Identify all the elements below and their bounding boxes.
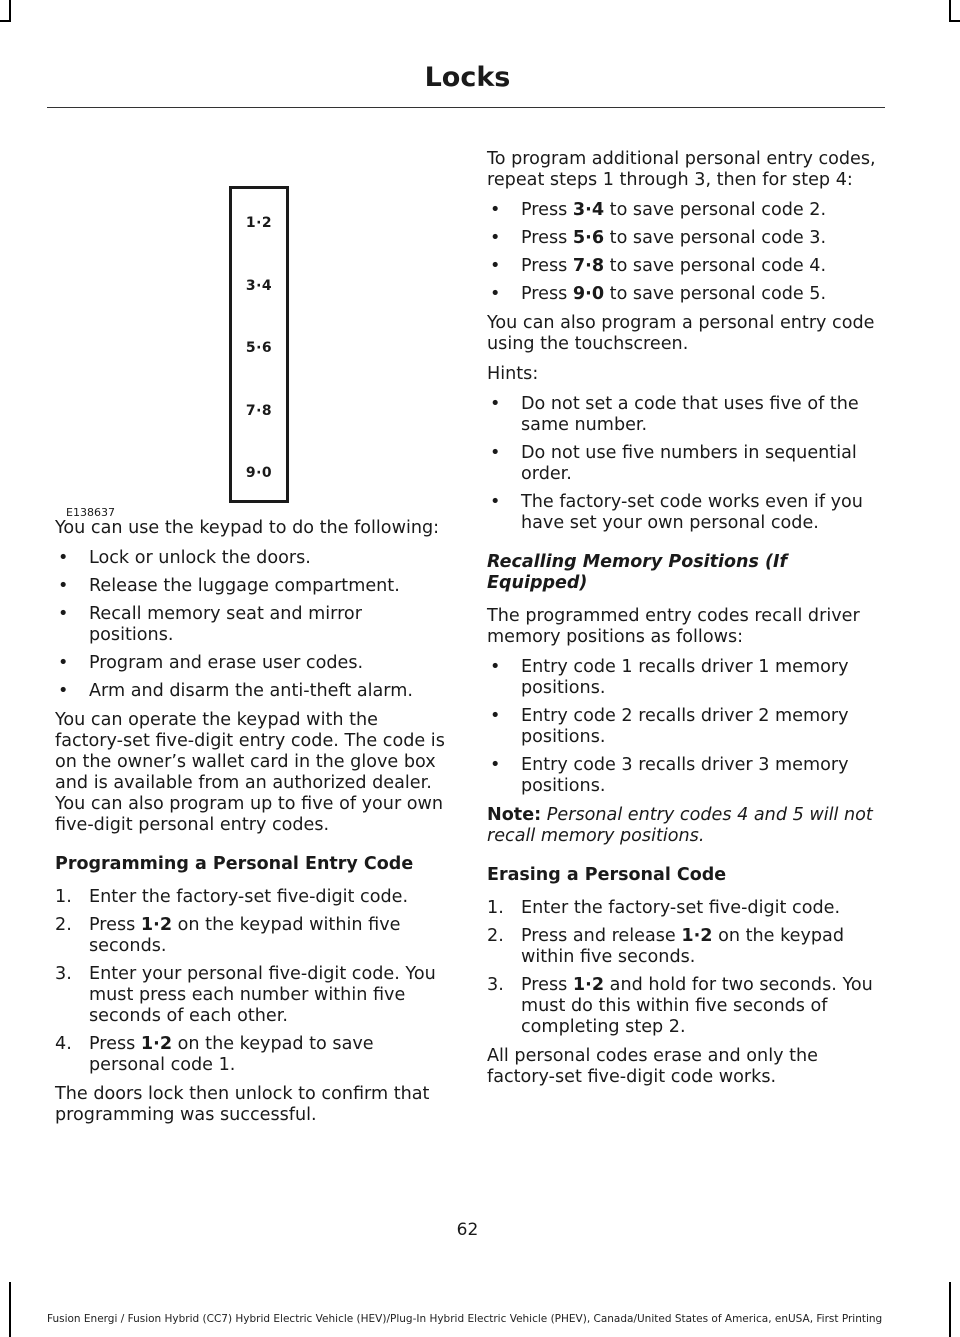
erase-steps	[487, 898, 882, 1038]
list-item: • Press 5·6 to save personal code 3.	[490, 228, 827, 248]
left-column	[55, 140, 450, 1135]
list-item: • Recall memory seat and mirror positions.	[58, 604, 362, 645]
paragraph: You can use the keypad to do the following:	[55, 518, 440, 538]
right-column	[487, 149, 882, 1097]
figure-id: E138637	[66, 506, 115, 519]
programming-steps	[55, 887, 450, 1076]
list-item: 2. Press and release 1·2 on the keypad within five seconds.	[487, 926, 844, 967]
list-item: • The factory-set code works even if you have set your own personal code.	[490, 492, 863, 533]
crop-mark-top-left	[9, 0, 11, 20]
list-item: 3. Enter your personal five-digit code. You must press each number within five seconds of each other.	[55, 964, 436, 1026]
section-heading: Recalling Memory Positions (If Equipped)	[487, 552, 788, 593]
keypad-key-label: 5·6	[245, 340, 273, 356]
keypad-illustration	[229, 186, 289, 503]
paragraph: To program additional personal entry codes, repeat steps 1 through 3, then for step 4:	[487, 149, 876, 190]
keypad-key-label: 1·2	[245, 215, 273, 231]
hints-list	[487, 394, 882, 534]
crop-mark-top-left	[0, 20, 11, 22]
keypad-key-label: 7·8	[245, 403, 273, 419]
additional-codes-list	[487, 200, 882, 305]
list-item: 3. Press 1·2 and hold for two seconds. You must do this within five seconds of completing step 2.	[487, 975, 873, 1037]
list-item: • Press 3·4 to save personal code 2.	[490, 200, 827, 220]
list-item: • Entry code 1 recalls driver 1 memory positions.	[490, 657, 849, 698]
list-item: • Press 7·8 to save personal code 4.	[490, 256, 827, 276]
keypad-figure	[55, 140, 450, 518]
section-heading: Programming a Personal Entry Code	[55, 854, 414, 874]
list-item: 1. Enter the factory-set five-digit code.	[55, 887, 409, 907]
paragraph: You can operate the keypad with the factory-set five-digit entry code. The code is on the owner’s wallet card in the glove box and is available from an authorized dealer. You can also program up to five of your own five-digit personal entry codes.	[55, 710, 445, 835]
header-rule	[47, 107, 885, 108]
crop-mark-bottom-left	[9, 1282, 11, 1337]
uses-list	[55, 548, 450, 702]
list-item: • Release the luggage compartment.	[58, 576, 400, 596]
crop-mark-top-right	[949, 0, 951, 20]
list-item: • Entry code 2 recalls driver 2 memory positions.	[490, 706, 849, 747]
crop-mark-top-right	[949, 20, 960, 22]
list-item: • Do not set a code that uses five of the same number.	[490, 394, 859, 435]
page-title: Locks	[424, 62, 511, 93]
crop-mark-bottom-right	[949, 1282, 951, 1337]
section-heading: Erasing a Personal Code	[487, 865, 727, 885]
list-item: • Entry code 3 recalls driver 3 memory positions.	[490, 755, 849, 796]
page-number: 62	[456, 1220, 479, 1240]
list-item: 1. Enter the factory-set five-digit code.	[487, 898, 841, 918]
footer-text: Fusion Energi / Fusion Hybrid (CC7) Hybrid Electric Vehicle (HEV)/Plug-In Hybrid Electric Vehicle (PHEV), Canada/United States of America, enUSA, First Printing	[47, 1313, 883, 1325]
list-item: 4. Press 1·2 on the keypad to save personal code 1.	[55, 1034, 374, 1075]
list-item: • Do not use five numbers in sequential order.	[490, 443, 857, 484]
list-item: • Press 9·0 to save personal code 5.	[490, 284, 827, 304]
paragraph: The doors lock then unlock to confirm that programming was successful.	[55, 1084, 430, 1125]
paragraph: You can also program a personal entry code using the touchscreen.	[487, 313, 875, 354]
list-item: • Arm and disarm the anti-theft alarm.	[58, 681, 413, 701]
paragraph: Hints:	[487, 364, 539, 384]
keypad-key-label: 9·0	[245, 465, 273, 481]
list-item: • Program and erase user codes.	[58, 653, 364, 673]
recall-list	[487, 657, 882, 797]
list-item: • Lock or unlock the doors.	[58, 548, 311, 568]
keypad-key-label: 3·4	[245, 278, 273, 294]
paragraph: The programmed entry codes recall driver memory positions as follows:	[487, 606, 860, 647]
list-item: 2. Press 1·2 on the keypad within five seconds.	[55, 915, 401, 956]
note: Note: Personal entry codes 4 and 5 will not recall memory positions.	[487, 805, 873, 846]
paragraph: All personal codes erase and only the factory-set five-digit code works.	[487, 1046, 818, 1087]
